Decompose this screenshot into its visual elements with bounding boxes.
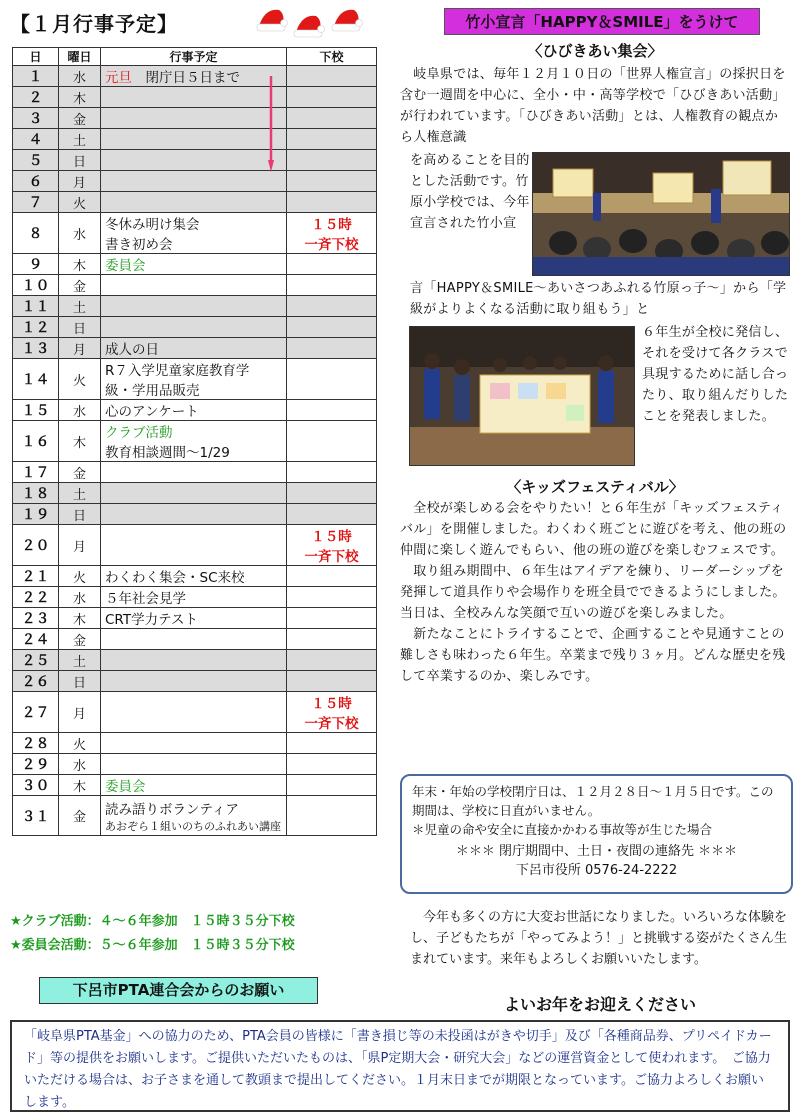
calendar-weekday: 火 xyxy=(59,566,101,587)
santa-hat-icon xyxy=(330,4,364,34)
calendar-weekday: 木 xyxy=(59,254,101,275)
calendar-dismissal xyxy=(287,150,377,171)
calendar-day: ３１ xyxy=(13,796,59,836)
calendar-dismissal xyxy=(287,421,377,462)
calendar-row xyxy=(13,525,377,566)
calendar-events xyxy=(101,671,287,692)
calendar-row xyxy=(13,566,377,587)
calendar-day: １２ xyxy=(13,317,59,338)
closure-contact-heading: ＊＊＊ 閉庁期間中、土日・夜間の連絡先 ＊＊＊ xyxy=(455,844,738,859)
calendar-weekday: 月 xyxy=(59,692,101,733)
calendar-event-text: 委員会 xyxy=(105,258,146,274)
calendar-event-text: CRT学力テスト xyxy=(105,612,199,628)
calendar-dismissal xyxy=(287,296,377,317)
calendar-row xyxy=(13,504,377,525)
calendar-row xyxy=(13,192,377,213)
calendar-row xyxy=(13,171,377,192)
calendar-dismissal xyxy=(287,608,377,629)
calendar-row xyxy=(13,733,377,754)
calendar-weekday: 水 xyxy=(59,66,101,87)
calendar-events xyxy=(101,733,287,754)
calendar-weekday: 水 xyxy=(59,400,101,421)
calendar-row xyxy=(13,213,377,254)
calendar-events xyxy=(101,317,287,338)
calendar-dismissal xyxy=(287,525,377,566)
hibikiai-paragraph-3: 言「HAPPY＆SMILE～あいさつあふれる竹原っ子～」から「学級がよりよくなる活動に取り組もう」と xyxy=(410,281,787,317)
calendar-events xyxy=(101,213,287,254)
calendar-row xyxy=(13,671,377,692)
calendar-events xyxy=(101,254,287,275)
calendar-dismissal xyxy=(287,338,377,359)
calendar-dismissal xyxy=(287,692,377,733)
dismissal-text: 一斉下校 xyxy=(304,237,359,253)
calendar-events xyxy=(101,650,287,671)
calendar-dismissal xyxy=(287,775,377,796)
calendar-dismissal xyxy=(287,504,377,525)
calendar-events xyxy=(101,483,287,504)
calendar-event-text: わくわく集会・SC来校 xyxy=(105,570,245,586)
calendar-dismissal xyxy=(287,566,377,587)
calendar-dismissal xyxy=(287,796,377,836)
calendar-events xyxy=(101,66,287,87)
calendar-events xyxy=(101,796,287,836)
calendar-event-text: 書き初め会 xyxy=(105,237,173,253)
calendar-day: ２１ xyxy=(13,566,59,587)
calendar-weekday: 火 xyxy=(59,733,101,754)
calendar-event-text: 元旦 xyxy=(105,70,132,86)
dismissal-text: １５時 xyxy=(311,217,352,233)
calendar-weekday: 水 xyxy=(59,213,101,254)
calendar-weekday: 火 xyxy=(59,192,101,213)
pta-request-title: 下呂市PTA連合会からのお願い xyxy=(39,977,318,1004)
calendar-row xyxy=(13,66,377,87)
calendar-day: ４ xyxy=(13,129,59,150)
year-end-greeting: 今年も多くの方に大変お世話になりました。いろいろな体験をし、子どもたちが「やってみよう！」と挑戦する姿がたくさん生まれています。来年もよろしくお願いいたします。 xyxy=(410,910,788,967)
calendar-day: ２５ xyxy=(13,650,59,671)
calendar-events xyxy=(101,608,287,629)
calendar-event-text: 閉庁日５日まで xyxy=(132,70,240,86)
calendar-row xyxy=(13,421,377,462)
hibikiai-subheading: 〈ひびきあい集会〉 xyxy=(527,42,663,60)
calendar-day: ２６ xyxy=(13,671,59,692)
calendar-weekday: 土 xyxy=(59,483,101,504)
calendar-day: ２８ xyxy=(13,733,59,754)
calendar-events xyxy=(101,566,287,587)
calendar-weekday: 土 xyxy=(59,650,101,671)
calendar-events xyxy=(101,754,287,775)
hibikiai-paragraph-4: ６年生が全校に発信し、それを受けて各クラスで具現するために話し合ったり、取り組んだりしたことを発表しました。 xyxy=(642,325,789,424)
header-events: 行事予定 xyxy=(101,48,287,66)
calendar-day: ２４ xyxy=(13,629,59,650)
calendar-day: １４ xyxy=(13,359,59,400)
calendar-day: ２７ xyxy=(13,692,59,733)
calendar-weekday: 木 xyxy=(59,775,101,796)
committee-activity-note: ★委員会活動：５～６年参加 １５時３５分下校 xyxy=(10,938,295,953)
calendar-row xyxy=(13,150,377,171)
calendar-events xyxy=(101,359,287,400)
calendar-dismissal xyxy=(287,629,377,650)
calendar-weekday: 金 xyxy=(59,796,101,836)
calendar-day: ３０ xyxy=(13,775,59,796)
calendar-row xyxy=(13,587,377,608)
calendar-dismissal xyxy=(287,254,377,275)
calendar-events xyxy=(101,275,287,296)
calendar-event-text: 読み語りボランティア xyxy=(105,801,239,818)
calendar-weekday: 日 xyxy=(59,317,101,338)
closing-message: よいお年をお迎えください xyxy=(503,995,696,1014)
calendar-row xyxy=(13,629,377,650)
calendar-dismissal xyxy=(287,400,377,421)
calendar-event-text: あおぞら１組いのちのふれあい講座 xyxy=(105,819,281,833)
header-weekday: 曜日 xyxy=(59,48,101,66)
calendar-weekday: 木 xyxy=(59,87,101,108)
calendar-events xyxy=(101,171,287,192)
calendar-events xyxy=(101,400,287,421)
calendar-day: １０ xyxy=(13,275,59,296)
calendar-dismissal xyxy=(287,87,377,108)
calendar-weekday: 日 xyxy=(59,671,101,692)
calendar-weekday: 月 xyxy=(59,171,101,192)
santa-hat-icon xyxy=(255,4,289,34)
calendar-event-text: ５年社会見学 xyxy=(105,591,186,607)
calendar-row xyxy=(13,483,377,504)
calendar-weekday: 月 xyxy=(59,525,101,566)
calendar-row xyxy=(13,462,377,483)
calendar-events xyxy=(101,421,287,462)
sixth-graders-photo xyxy=(409,326,635,466)
calendar-events xyxy=(101,629,287,650)
club-activity-note: ★クラブ活動：４～６年参加 １５時３５分下校 xyxy=(10,914,295,929)
dismissal-text: １５時 xyxy=(311,529,352,545)
calendar-weekday: 日 xyxy=(59,504,101,525)
calendar-day: ２２ xyxy=(13,587,59,608)
calendar-events xyxy=(101,504,287,525)
calendar-events xyxy=(101,462,287,483)
calendar-row xyxy=(13,254,377,275)
header-dismissal: 下校 xyxy=(287,48,377,66)
calendar-weekday: 土 xyxy=(59,296,101,317)
calendar-dismissal xyxy=(287,650,377,671)
kids-festival-paragraph: 全校が楽しめる会をやりたい！と６年生が「キッズフェスティバル」を開催しました。わくわく班ごとに遊びを考え、他の班の仲間に楽しく遊んでもらい、他の班の遊びを楽しむフェスです。 取り組み期間中、６年生はアイデアを練り、リーダーシップを発揮して道具作りや会場作りを班全員でできるようにしました。当日は、全校みんな笑顔で互いの遊びを楽しみました。 新たなことにトライすることで、企画することや見通すことの難しさも味わった６年生。卒業まで残り３ヶ月。どんな歴史を残して卒業するのか、楽しみです。 xyxy=(400,501,787,684)
calendar-events xyxy=(101,150,287,171)
calendar-dismissal xyxy=(287,587,377,608)
calendar-event-text: R７入学児童家庭教育学 xyxy=(105,363,250,379)
school-closure-box xyxy=(400,774,793,894)
calendar-weekday: 金 xyxy=(59,462,101,483)
calendar-dismissal xyxy=(287,359,377,400)
calendar-row xyxy=(13,338,377,359)
assembly-photo xyxy=(532,152,790,276)
calendar-row xyxy=(13,129,377,150)
calendar-day: ３ xyxy=(13,108,59,129)
calendar-day: ２９ xyxy=(13,754,59,775)
calendar-day: １９ xyxy=(13,504,59,525)
calendar-dismissal xyxy=(287,108,377,129)
calendar-row xyxy=(13,296,377,317)
calendar-dismissal xyxy=(287,213,377,254)
calendar-dismissal xyxy=(287,171,377,192)
calendar-row xyxy=(13,692,377,733)
calendar-events xyxy=(101,87,287,108)
pta-request-box xyxy=(10,1020,790,1112)
kids-festival-subheading: 〈キッズフェスティバル〉 xyxy=(506,478,684,496)
pta-request-text: 「岐阜県PTA基金」への協力のため、PTA会員の皆様に「書き損じ等の未投函はがきや切手」及び「各種商品券、プリペイドカード」等の提供をお願いします。ご提供いただいたものは、「県P定期大会・研究大会」などの運営資金として使われます。 ご協力いただける場合は、お子さまを通して教頭まで提出してください。１月末日までが期限となっています。ご協力よろしくお願いします。 xyxy=(24,1029,772,1110)
calendar-row xyxy=(13,608,377,629)
calendar-dismissal xyxy=(287,733,377,754)
hibikiai-paragraph-1: 岐阜県では、毎年１２月１０日の「世界人権宣言」の採択日を含む一週間を中心に、全小・中・高等学校で「ひびきあい活動」が行われています。「ひびきあい活動」とは、人権教育の観点から人権意識 xyxy=(400,67,786,145)
calendar-weekday: 月 xyxy=(59,338,101,359)
dismissal-text: 一斉下校 xyxy=(304,716,359,732)
calendar-title: 【１月行事予定】 xyxy=(10,12,178,36)
calendar-day: ５ xyxy=(13,150,59,171)
calendar-header-row xyxy=(13,48,377,66)
calendar-row xyxy=(13,650,377,671)
calendar-weekday: 金 xyxy=(59,275,101,296)
calendar-weekday: 日 xyxy=(59,150,101,171)
hibikiai-paragraph-2: を高めることを目的とした活動です。竹原小学校では、今年宣言された竹小宣 xyxy=(410,153,530,231)
calendar-event-text: 成人の日 xyxy=(105,342,159,358)
calendar-dismissal xyxy=(287,671,377,692)
calendar-weekday: 金 xyxy=(59,629,101,650)
calendar-row xyxy=(13,400,377,421)
calendar-dismissal xyxy=(287,462,377,483)
calendar-weekday: 水 xyxy=(59,754,101,775)
calendar-day: １３ xyxy=(13,338,59,359)
calendar-event-text: クラブ活動 xyxy=(105,425,173,441)
calendar-dismissal xyxy=(287,66,377,87)
calendar-row xyxy=(13,108,377,129)
calendar-dismissal xyxy=(287,317,377,338)
calendar-events xyxy=(101,338,287,359)
dismissal-text: １５時 xyxy=(311,696,352,712)
closure-contact-phone: 下呂市役所 0576-24-2222 xyxy=(515,863,678,878)
header-day: 日 xyxy=(13,48,59,66)
calendar-day: ６ xyxy=(13,171,59,192)
calendar-events xyxy=(101,587,287,608)
calendar-weekday: 木 xyxy=(59,608,101,629)
calendar-row xyxy=(13,754,377,775)
calendar-day: ７ xyxy=(13,192,59,213)
calendar-day: ２０ xyxy=(13,525,59,566)
closure-emergency-text: ＊児童の命や安全に直接かかわる事故等が生じた場合 xyxy=(412,822,713,837)
calendar-weekday: 土 xyxy=(59,129,101,150)
calendar-dismissal xyxy=(287,275,377,296)
calendar-day: ９ xyxy=(13,254,59,275)
calendar-day: ２ xyxy=(13,87,59,108)
calendar-row xyxy=(13,275,377,296)
calendar-event-text: 冬休み明け集会 xyxy=(105,217,200,233)
calendar-row xyxy=(13,796,377,836)
calendar-row xyxy=(13,359,377,400)
calendar-dismissal xyxy=(287,192,377,213)
calendar-weekday: 水 xyxy=(59,587,101,608)
calendar-weekday: 火 xyxy=(59,359,101,400)
calendar-weekday: 金 xyxy=(59,108,101,129)
calendar-day: ２３ xyxy=(13,608,59,629)
calendar-event-text: 教育相談週間～1/29 xyxy=(105,445,230,461)
santa-hat-icon xyxy=(292,10,326,40)
calendar-row xyxy=(13,775,377,796)
closure-dates-text: 年末・年始の学校閉庁日は、１２月２８日～１月５日です。この期間は、学校に日直がいません。 xyxy=(412,784,774,818)
closure-period-arrow-icon xyxy=(265,76,277,172)
dismissal-text: 一斉下校 xyxy=(304,549,359,565)
calendar-day: １５ xyxy=(13,400,59,421)
calendar-day: １８ xyxy=(13,483,59,504)
calendar-day: ８ xyxy=(13,213,59,254)
calendar-row xyxy=(13,87,377,108)
calendar-weekday: 木 xyxy=(59,421,101,462)
calendar-day: １１ xyxy=(13,296,59,317)
calendar-day: １７ xyxy=(13,462,59,483)
calendar-row xyxy=(13,317,377,338)
calendar-events xyxy=(101,775,287,796)
calendar-events xyxy=(101,108,287,129)
calendar-dismissal xyxy=(287,483,377,504)
calendar-events xyxy=(101,692,287,733)
event-calendar-table xyxy=(12,47,377,836)
calendar-events xyxy=(101,525,287,566)
declaration-title: 竹小宣言「HAPPY＆SMILE」をうけて xyxy=(444,8,760,35)
calendar-event-text: 級・学用品販売 xyxy=(105,383,200,399)
calendar-day: １ xyxy=(13,66,59,87)
calendar-event-text: 委員会 xyxy=(105,779,146,795)
calendar-dismissal xyxy=(287,754,377,775)
calendar-day: １６ xyxy=(13,421,59,462)
calendar-events xyxy=(101,192,287,213)
calendar-event-text: 心のアンケート xyxy=(105,404,199,420)
calendar-dismissal xyxy=(287,129,377,150)
calendar-events xyxy=(101,129,287,150)
calendar-events xyxy=(101,296,287,317)
